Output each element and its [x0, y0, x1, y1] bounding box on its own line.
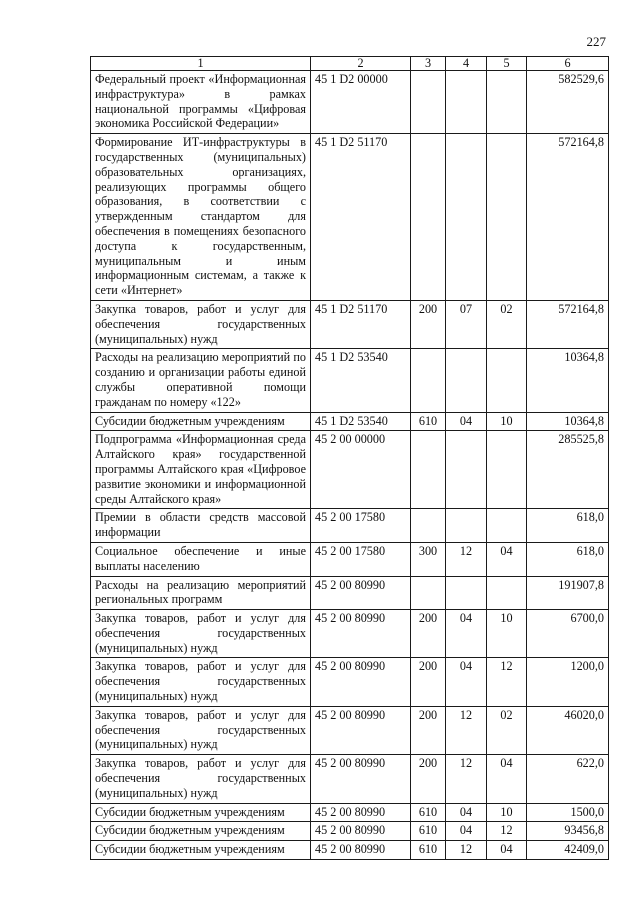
cell-subsection: 10 — [487, 412, 527, 431]
cell-subsection: 12 — [487, 658, 527, 706]
cell-expense-type: 610 — [411, 822, 446, 841]
header-cell: 4 — [446, 57, 487, 71]
cell-subsection: 04 — [487, 841, 527, 860]
cell-code: 45 1 D2 53540 — [311, 412, 411, 431]
cell-expense-type: 610 — [411, 841, 446, 860]
cell-section: 04 — [446, 610, 487, 658]
cell-code: 45 2 00 80990 — [311, 658, 411, 706]
cell-amount: 618,0 — [527, 509, 609, 543]
cell-expense-type: 200 — [411, 300, 446, 348]
cell-amount: 618,0 — [527, 542, 609, 576]
table-row — [91, 803, 609, 822]
cell-amount: 93456,8 — [527, 822, 609, 841]
cell-expense-type: 200 — [411, 658, 446, 706]
cell-subsection: 12 — [487, 822, 527, 841]
cell-section: 12 — [446, 706, 487, 754]
cell-name: Закупка товаров, работ и услуг для обеспечения государственных (муниципальных) нужд — [91, 658, 311, 706]
cell-amount: 1500,0 — [527, 803, 609, 822]
cell-section: 04 — [446, 658, 487, 706]
cell-subsection — [487, 349, 527, 412]
cell-section: 04 — [446, 822, 487, 841]
cell-section: 04 — [446, 803, 487, 822]
cell-subsection: 10 — [487, 803, 527, 822]
cell-name: Субсидии бюджетным учреждениям — [91, 803, 311, 822]
cell-amount: 42409,0 — [527, 841, 609, 860]
cell-section — [446, 509, 487, 543]
cell-name: Премии в области средств массовой информации — [91, 509, 311, 543]
cell-expense-type — [411, 349, 446, 412]
table-row — [91, 755, 609, 803]
table-row — [91, 300, 609, 348]
cell-name: Закупка товаров, работ и услуг для обеспечения государственных (муниципальных) нужд — [91, 755, 311, 803]
header-cell: 6 — [527, 57, 609, 71]
cell-code: 45 1 D2 53540 — [311, 349, 411, 412]
cell-section — [446, 576, 487, 610]
cell-name: Формирование ИТ-инфраструктуры в государственных (муниципальных) образовательных организациях, реализующих программы общего образования, в соответствии с утвержденным стандартом для обеспечения в помещениях безопасного доступа к государственным, муниципальным и иным информационным системам, а также к сети «Интернет» — [91, 134, 311, 301]
cell-subsection: 04 — [487, 542, 527, 576]
table-row — [91, 71, 609, 134]
cell-name: Субсидии бюджетным учреждениям — [91, 841, 311, 860]
cell-subsection — [487, 134, 527, 301]
cell-code: 45 2 00 00000 — [311, 431, 411, 509]
cell-expense-type: 200 — [411, 755, 446, 803]
cell-name: Расходы на реализацию мероприятий по созданию и организации работы единой службы оперативной помощи гражданам по номеру «122» — [91, 349, 311, 412]
table-row — [91, 576, 609, 610]
cell-amount: 10364,8 — [527, 412, 609, 431]
table-row — [91, 509, 609, 543]
cell-expense-type — [411, 576, 446, 610]
table-row — [91, 706, 609, 754]
cell-subsection: 04 — [487, 755, 527, 803]
table-row — [91, 822, 609, 841]
table-row — [91, 412, 609, 431]
cell-amount: 285525,8 — [527, 431, 609, 509]
cell-amount: 572164,8 — [527, 300, 609, 348]
page-number: 227 — [586, 34, 606, 49]
cell-code: 45 2 00 80990 — [311, 822, 411, 841]
cell-amount: 582529,6 — [527, 71, 609, 134]
cell-section — [446, 134, 487, 301]
cell-code: 45 2 00 17580 — [311, 542, 411, 576]
cell-name: Подпрограмма «Информационная среда Алтайского края» государственной программы Алтайского края «Цифровое развитие экономики и информационной среды Алтайского края» — [91, 431, 311, 509]
header-cell: 5 — [487, 57, 527, 71]
cell-section — [446, 71, 487, 134]
cell-code: 45 1 D2 51170 — [311, 300, 411, 348]
cell-subsection — [487, 431, 527, 509]
cell-code: 45 2 00 80990 — [311, 755, 411, 803]
cell-expense-type — [411, 71, 446, 134]
cell-subsection: 10 — [487, 610, 527, 658]
cell-section: 04 — [446, 412, 487, 431]
table-row — [91, 349, 609, 412]
cell-amount: 46020,0 — [527, 706, 609, 754]
cell-amount: 6700,0 — [527, 610, 609, 658]
table-row — [91, 431, 609, 509]
cell-code: 45 2 00 80990 — [311, 610, 411, 658]
cell-section: 12 — [446, 755, 487, 803]
table-row — [91, 610, 609, 658]
budget-table — [90, 56, 609, 860]
cell-subsection — [487, 71, 527, 134]
table-row — [91, 134, 609, 301]
table-header-row — [91, 57, 609, 71]
cell-code: 45 1 D2 51170 — [311, 134, 411, 301]
cell-code: 45 2 00 17580 — [311, 509, 411, 543]
cell-expense-type: 200 — [411, 610, 446, 658]
cell-subsection: 02 — [487, 706, 527, 754]
cell-name: Закупка товаров, работ и услуг для обеспечения государственных (муниципальных) нужд — [91, 300, 311, 348]
cell-code: 45 2 00 80990 — [311, 706, 411, 754]
cell-subsection — [487, 576, 527, 610]
cell-name: Субсидии бюджетным учреждениям — [91, 822, 311, 841]
cell-amount: 622,0 — [527, 755, 609, 803]
cell-expense-type: 200 — [411, 706, 446, 754]
cell-expense-type — [411, 134, 446, 301]
cell-code: 45 2 00 80990 — [311, 803, 411, 822]
cell-subsection — [487, 509, 527, 543]
cell-name: Социальное обеспечение и иные выплаты населению — [91, 542, 311, 576]
table-row — [91, 841, 609, 860]
cell-amount: 10364,8 — [527, 349, 609, 412]
header-cell: 1 — [91, 57, 311, 71]
cell-expense-type: 610 — [411, 803, 446, 822]
cell-expense-type — [411, 509, 446, 543]
cell-code: 45 1 D2 00000 — [311, 71, 411, 134]
cell-expense-type — [411, 431, 446, 509]
cell-name: Закупка товаров, работ и услуг для обеспечения государственных (муниципальных) нужд — [91, 706, 311, 754]
table-row — [91, 658, 609, 706]
cell-amount: 572164,8 — [527, 134, 609, 301]
cell-name: Субсидии бюджетным учреждениям — [91, 412, 311, 431]
cell-amount: 191907,8 — [527, 576, 609, 610]
cell-name: Федеральный проект «Информационная инфраструктура» в рамках национальной программы «Цифровая экономика Российской Федерации» — [91, 71, 311, 134]
cell-code: 45 2 00 80990 — [311, 576, 411, 610]
cell-amount: 1200,0 — [527, 658, 609, 706]
cell-section — [446, 349, 487, 412]
header-cell: 2 — [311, 57, 411, 71]
cell-subsection: 02 — [487, 300, 527, 348]
cell-name: Закупка товаров, работ и услуг для обеспечения государственных (муниципальных) нужд — [91, 610, 311, 658]
cell-name: Расходы на реализацию мероприятий региональных программ — [91, 576, 311, 610]
table-row — [91, 542, 609, 576]
cell-expense-type: 300 — [411, 542, 446, 576]
cell-section — [446, 431, 487, 509]
cell-section: 07 — [446, 300, 487, 348]
cell-section: 12 — [446, 841, 487, 860]
cell-section: 12 — [446, 542, 487, 576]
cell-code: 45 2 00 80990 — [311, 841, 411, 860]
cell-expense-type: 610 — [411, 412, 446, 431]
header-cell: 3 — [411, 57, 446, 71]
